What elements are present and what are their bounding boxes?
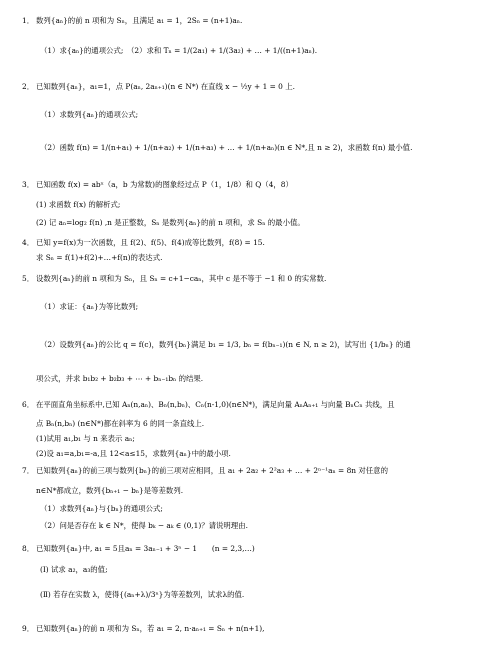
problem-9-line-1 — [22, 624, 265, 633]
problem-text: 点 Bₙ(n,bₙ) (n∈N*)都在斜率为 6 的同一条直线上. — [36, 419, 205, 428]
problem-text: 已知 y=f(x)为一次函数，且 f(2)、f(5)、f(4)成等比数列，f(8) = 15. — [36, 238, 265, 247]
problem-2-line-2 — [40, 110, 138, 119]
problem-number: 4． — [22, 238, 35, 247]
problem-text: 项公式，并求 b₁b₂ + b₂b₃ + ⋯ + bₙ₋₁bₙ 的结果. — [36, 374, 204, 383]
problem-text: （2）设数列{aₙ}的公比 q = f(c)，数列{bₙ}满足 b₁ = 1/3, bₙ = f(bₙ₋₁)(n ∈ N, n ≥ 2)，试写出 {1/bₙ} 的通 — [40, 340, 411, 349]
problem-text: (1)试用 a₁,b₁ 与 n 来表示 aₙ; — [36, 434, 135, 443]
problem-text: 已知函数 f(x) = abˣ（a，b 为常数)的图象经过点 P（1，1/8）和 Q（4，8） — [36, 180, 293, 189]
problem-text: (2) 记 aₙ=log₂ f(n) ,n 是正整数，Sₙ 是数列{aₙ}的前 n 项和，求 Sₙ 的最小值。 — [36, 218, 305, 227]
problem-8-line-3 — [40, 590, 244, 599]
problem-number: 6． — [22, 400, 35, 409]
problem-text: （1）求数列{aₙ}的通项公式; — [40, 110, 139, 119]
problem-6-line-3 — [36, 434, 135, 443]
problem-3-line-3 — [36, 218, 305, 227]
problem-number: 3． — [22, 180, 35, 189]
problem-7-line-3 — [40, 504, 163, 513]
problem-text: （1）求数列{aₙ}与{bₙ}的通项公式; — [40, 504, 163, 513]
problem-7-line-4 — [40, 521, 248, 530]
problem-6-line-1 — [22, 400, 395, 409]
problem-1-line-2 — [40, 46, 317, 55]
problem-5-line-2 — [40, 302, 138, 311]
problem-3-line-1 — [22, 180, 293, 189]
problem-text: (2)设 a₁=a,b₁=-a,且 12<a≤15，求数列{aₙ}中的最小项. — [36, 449, 231, 458]
problem-text: 求 Sₙ = f(1)+f(2)+…+f(n)的表达式. — [36, 253, 163, 262]
problem-6-line-4 — [36, 449, 231, 458]
problem-text: 设数列{aₙ}的前 n 项和为 Sₙ，且 Sₙ = c+1−caₙ，其中 c 是不等于 −1 和 0 的实常数. — [36, 274, 327, 283]
problem-text: 在平面直角坐标系中,已知 Aₙ(n,aₙ)、Bₙ(n,bₙ)、Cₙ(n-1,0)(n∈N*)，满足向量 AₙAₙ₊₁ 与向量 BₙCₙ 共线，且 — [36, 400, 395, 409]
problem-number: 7． — [22, 466, 35, 475]
problem-number: 2． — [22, 82, 35, 91]
problem-number: 8． — [22, 544, 35, 553]
problem-text: （1）求{aₙ}的通项公式; （2）求和 Tₙ = 1/(2a₁) + 1/(3a₂) + … + 1/((n+1)aₙ). — [40, 46, 318, 55]
problem-5-line-4 — [36, 374, 203, 383]
problem-4-line-2 — [36, 253, 162, 262]
problem-6-line-2 — [36, 419, 204, 428]
problem-text: （1）求证：{aₙ}为等比数列; — [40, 302, 139, 311]
problem-text: (1) 求函数 f(x) 的解析式; — [36, 200, 121, 209]
problem-text: 已知数列{aₙ}的前三项与数列{bₙ}的前三项对应相同，且 a₁ + 2a₂ + 2²a₃ + … + 2ⁿ⁻¹aₙ = 8n 对任意的 — [36, 466, 388, 475]
problem-text: （2）函数 f(n) = 1/(n+a₁) + 1/(n+a₂) + 1/(n+a₃) + … + 1/(n+aₙ)(n ∈ N*,且 n ≥ 2)，求函数 f(n) 最小值. — [40, 143, 413, 152]
problem-8-line-1 — [22, 544, 255, 553]
problem-7-line-2 — [36, 486, 183, 495]
problem-text: 已知数列{aₙ}，a₁=1，点 P(aₙ, 2aₙ₊₁)(n ∈ N*) 在直线 x − ½y + 1 = 0 上. — [36, 82, 295, 91]
problem-2-line-1 — [22, 82, 295, 91]
problem-text: （2）问是否存在 k ∈ N*，使得 bₖ − aₖ ∈ (0,1)？请说明理由. — [40, 521, 248, 530]
problem-text: (Ⅰ) 试求 a₂，a₃的值; — [40, 565, 108, 574]
problem-8-line-2 — [40, 565, 108, 574]
problem-number: 5． — [22, 274, 35, 283]
problem-text: 数列{aₙ}的前 n 项和为 Sₙ，且满足 a₁ = 1，2Sₙ = (n+1)aₙ. — [36, 16, 243, 25]
problem-3-line-2 — [36, 200, 120, 209]
problem-text: n∈N*都成立，数列{bₙ₊₁ − bₙ}是等差数列. — [36, 486, 184, 495]
problem-number: 9． — [22, 624, 35, 633]
problem-5-line-3 — [40, 340, 411, 349]
problem-2-line-3 — [40, 143, 412, 152]
problem-text: (Ⅱ) 若存在实数 λ，使得{(aₙ+λ)/3ⁿ}为等差数列，试求λ的值. — [40, 590, 245, 599]
problem-text: 已知数列{aₙ}中, a₁ = 5且aₙ = 3aₙ₋₁ + 3ⁿ − 1 (n = 2,3,…) — [36, 544, 255, 553]
problem-1-line-1 — [22, 16, 242, 25]
problem-text: 已知数列{aₙ}的前 n 项和为 Sₙ，若 a₁ = 2, n·aₙ₊₁ = Sₙ + n(n+1), — [36, 624, 265, 633]
problem-7-line-1 — [22, 466, 388, 475]
problem-number: 1． — [22, 16, 35, 25]
problem-5-line-1 — [22, 274, 326, 283]
problem-4-line-1 — [22, 238, 265, 247]
